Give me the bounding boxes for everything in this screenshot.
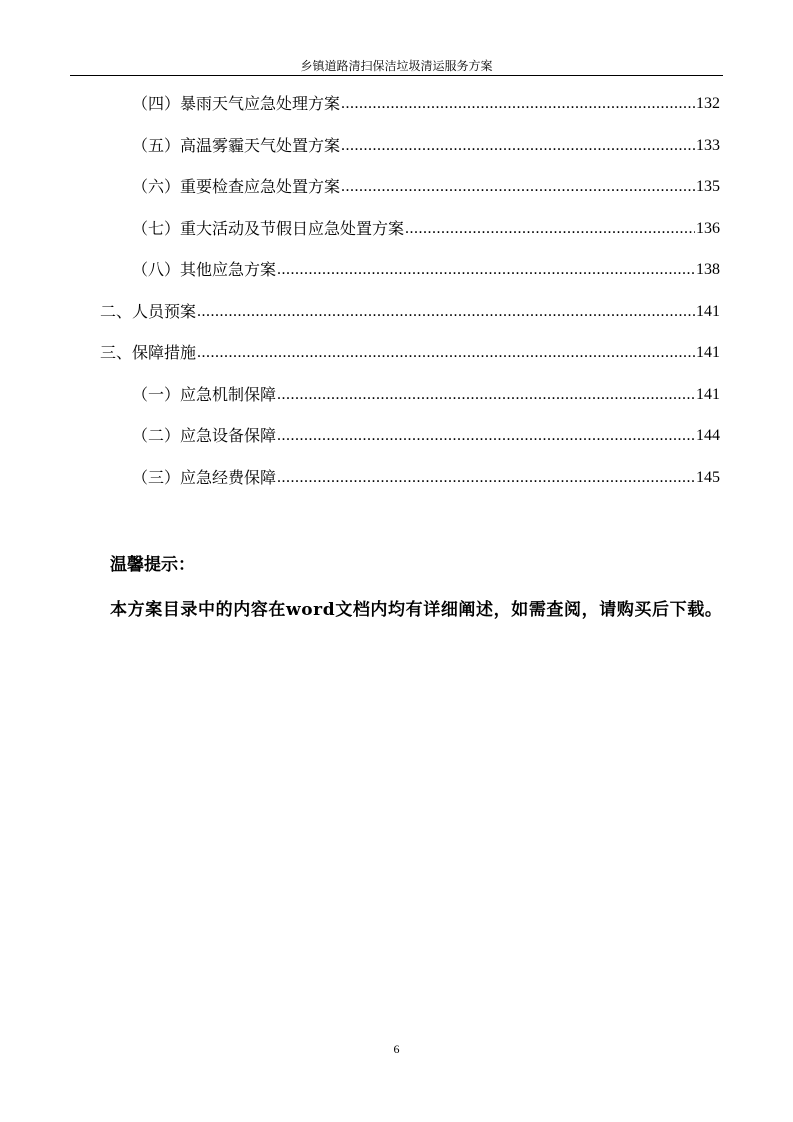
toc-entry-label: （七）重大活动及节假日应急处置方案 [132, 219, 405, 238]
toc-entry-label: （二）应急设备保障 [132, 426, 277, 445]
toc-entry-page: 141 [696, 344, 720, 361]
toc-entry-page: 133 [696, 137, 720, 154]
notice-title: 温馨提示： [110, 555, 195, 575]
toc-entry[interactable] [132, 425, 720, 447]
toc-dot-leader [277, 467, 695, 489]
toc-entry-label: （五）高温雾霾天气处置方案 [132, 136, 341, 155]
toc-dot-leader [277, 425, 695, 447]
toc-entry-label: （一）应急机制保障 [132, 385, 277, 404]
toc-entry-label: （八）其他应急方案 [132, 260, 277, 279]
toc-dot-leader [341, 93, 695, 115]
document-header: 乡镇道路清扫保洁垃圾清运服务方案 [300, 59, 493, 73]
toc-entry[interactable] [132, 176, 720, 198]
toc-dot-leader [341, 176, 695, 198]
toc-entry-page: 141 [696, 303, 720, 320]
toc-dot-leader [277, 384, 695, 406]
toc-entry[interactable] [132, 384, 720, 406]
toc-entry[interactable] [132, 135, 720, 157]
toc-entry-label: （四）暴雨天气应急处理方案 [132, 94, 341, 113]
toc-entry-label: 二、人员预案 [100, 302, 197, 321]
toc-dot-leader [277, 259, 695, 281]
toc-entry[interactable] [100, 301, 720, 323]
toc-entry-page: 136 [696, 220, 720, 237]
toc-entry-page: 132 [696, 95, 720, 112]
toc-entry-page: 138 [696, 261, 720, 278]
toc-entry[interactable] [132, 218, 720, 240]
toc-entry[interactable] [132, 259, 720, 281]
toc-entry-page: 141 [696, 386, 720, 403]
toc-entry-page: 145 [696, 469, 720, 486]
toc-entry-label: （三）应急经费保障 [132, 468, 277, 487]
notice-body: 本方案目录中的内容在word文档内均有详细阐述，如需查阅，请购买后下载。 [110, 600, 723, 620]
toc-entry-label: （六）重要检查应急处置方案 [132, 177, 341, 196]
page-number: 6 [393, 1042, 400, 1056]
toc-dot-leader [197, 301, 695, 323]
toc-dot-leader [197, 342, 695, 364]
toc-entry[interactable] [132, 93, 720, 115]
header-rule [70, 75, 723, 76]
toc-dot-leader [341, 135, 695, 157]
toc-entry-page: 144 [696, 427, 720, 444]
toc-entry[interactable] [132, 467, 720, 489]
toc-entry-label: 三、保障措施 [100, 343, 197, 362]
toc-entry-page: 135 [696, 178, 720, 195]
toc-dot-leader [405, 218, 695, 240]
toc-entry[interactable] [100, 342, 720, 364]
